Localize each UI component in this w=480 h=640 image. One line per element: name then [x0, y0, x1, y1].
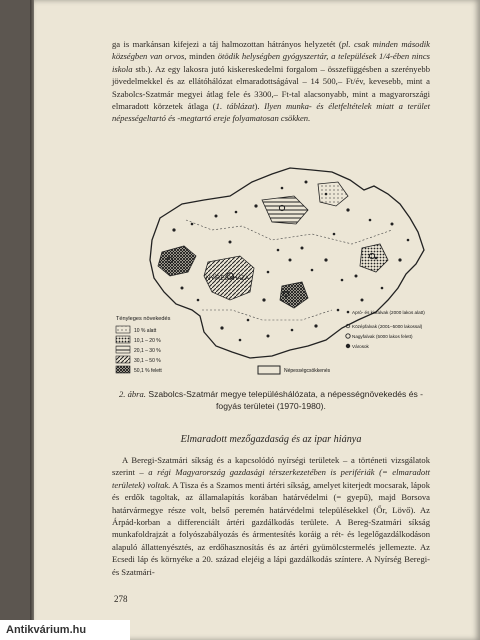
caption-label: 2. ábra. [118, 389, 146, 399]
page-number: 278 [114, 594, 128, 604]
settlement-legend [346, 310, 425, 349]
intro-paragraph [112, 38, 430, 125]
body-paragraph [112, 454, 430, 578]
decline-area-west [158, 246, 196, 276]
city-label: NYÍREGYHÁZA [206, 276, 250, 282]
settlement-legend-3: Nagyfalvak (5000 lakos felett) [352, 334, 413, 339]
county-map [112, 160, 432, 380]
section-title: Elmaradott mezőgazdaság és az ipar hiánya [180, 434, 362, 445]
legend-item-1: 10 % alatt [134, 328, 157, 334]
settlement-map-figure [112, 160, 432, 380]
legend-item-2: 10,1 – 20 % [134, 338, 161, 344]
growth-legend [116, 316, 171, 374]
growth-area-south [280, 282, 308, 308]
settlement-legend-4: Városok [352, 344, 369, 349]
figure-caption [112, 388, 430, 412]
growth-area-northeast [318, 182, 348, 206]
decline-legend [258, 366, 331, 374]
growth-area-north [262, 196, 308, 224]
caption-text: Szabolcs-Szatmár megye településhálózata, a népességnövekedés és -fogyás területei (1970-1980). [148, 389, 424, 411]
body-text: A Beregi-Szatmári síkság és a kapcsolódó nyírségi területek – a történeti vizsgálatok szerint – a régi Magyarország gazdasági térszerkezetében is perifériák (= elmaradott területek) voltak. A Tisza és a Szamos menti ártéri síkság, amelyet kiterjedt mocsarak, lápok és erdők tagoltak, az államalapítás korában határvédelmi (= gyepű), majd Borsova határvármegye része volt, belső peremén határvédelmi településekkel (Őr, Lövő). Az Árpád-korban a differenciált ártéri gazdálkodás területe. A Bereg-Szatmári síkság munkafoldrajzát a folyószabályozás és ármentesítés koráig a rét- és legelőgazdálkodáson alapuló állattenyésztés, az erdőhasznosítás és az ártéri gyümölcstermelés jellemezte. Az Ecsedi láp és környéke a 20. század elejéig a lápi gazdálkodás színtere. A Nyírség Beregi- és Szatmári- [112, 455, 431, 577]
legend-item-3: 20,1 – 30 % [134, 348, 161, 354]
growth-legend-title: Tényleges növekedés [116, 316, 171, 322]
watermark-logo: Antikvárium.hu [0, 620, 130, 640]
legend-item-5: 50,1 % felett [134, 368, 162, 374]
decline-label: Népességcsökkenés [284, 368, 331, 374]
settlement-legend-1: Apró- és kisfalvak (2000 lakos alatt) [352, 310, 425, 315]
district-border-2 [202, 310, 332, 320]
legend-item-4: 30,1 – 50 % [134, 358, 161, 364]
settlement-legend-2: Középfalvak (2001–5000 lakossal) [352, 324, 423, 329]
intro-text: ga is markánsan kifejezi a táj halmozottan hátrányos helyzetét (pl. csak minden második községben van orvos, minden ötödik helységben gyógyszertár, a települések 1/4-ében nincs iskola stb.). Az egy lakosra jutó kiskereskedelmi forgalom – összefüggésben a szerényebb jövedelmekkel és az ellátóhálózat elmaradottságával – 14 500,– Ft/év, kevesebb, mint a Szabolcs-Szatmár megyei átlag fele és 3300,– Ft-tal alacsonyabb, mint a magyarországi elmaradott körzetek átlaga (1. táblázat). Ilyen munka- és életfeltételek miatt a terület népességeltartó és -megtartó ereje folyamatosan csökken. [112, 39, 430, 124]
